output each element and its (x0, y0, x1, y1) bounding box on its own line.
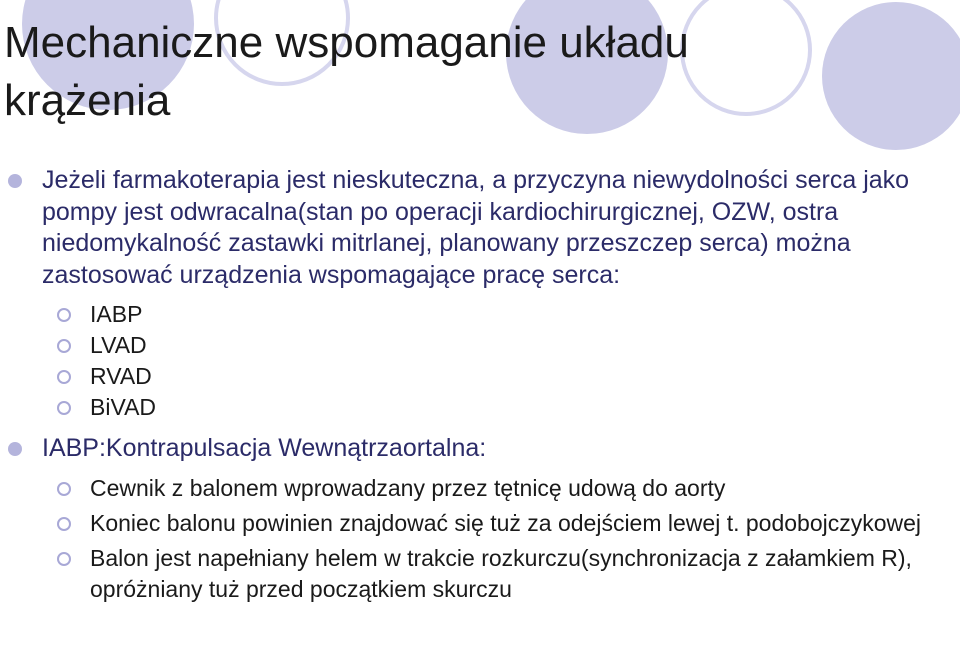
sub-bullet-text: Koniec balonu powinien znajdować się tuż za odejściem lewej t. podobojczykowej (90, 509, 922, 536)
sub-bullet-item (0, 299, 960, 330)
sub-bullet-text: IABP (90, 301, 143, 327)
decor-circle-filled (822, 2, 960, 150)
sub-bullet-text: LVAD (90, 332, 147, 358)
bullet-ring-icon (57, 370, 71, 384)
sub-bullet-item (0, 330, 960, 361)
bullet-ring-icon (57, 482, 71, 496)
sub-bullet-item (0, 508, 960, 539)
sub-bullet-item (0, 361, 960, 392)
sub-bullet-item (0, 543, 960, 605)
bullet-ring-icon (57, 308, 71, 322)
bullet-ring-icon (57, 552, 71, 566)
sub-bullet-text: RVAD (90, 363, 152, 389)
bullet-ring-icon (57, 401, 71, 415)
slide-body (0, 165, 960, 605)
sub-bullet-text: Cewnik z balonem wprowadzany przez tętnicę udową do aorty (90, 474, 726, 501)
bullet-dot-icon (8, 174, 22, 188)
bullet-item (0, 433, 960, 465)
sub-bullet-item (0, 392, 960, 423)
slide-title: Mechaniczne wspomaganie układu krążenia (4, 18, 689, 125)
sub-bullet-text: Balon jest napełniany helem w trakcie rozkurczu(synchronizacja z załamkiem R), opróżniany tuż przed początkiem skurczu (90, 544, 912, 602)
bullet-ring-icon (57, 339, 71, 353)
bullet-item (0, 165, 960, 291)
bullet-ring-icon (57, 517, 71, 531)
sub-bullet-item (0, 473, 960, 504)
bullet-text: Jeżeli farmakoterapia jest nieskuteczna, a przyczyna niewydolności serca jako pompy jest odwracalna(stan po operacji kardiochirurgicznej, OZW, ostra niedomykalność zastawki mitrlanej, planowany przeszczep serca) można zastosować urządzenia wspomagające pracę serca: (42, 166, 910, 289)
sub-bullet-text: BiVAD (90, 394, 157, 420)
bullet-dot-icon (8, 442, 22, 456)
bullet-text: IABP:Kontrapulsacja Wewnątrzaortalna: (42, 434, 487, 462)
